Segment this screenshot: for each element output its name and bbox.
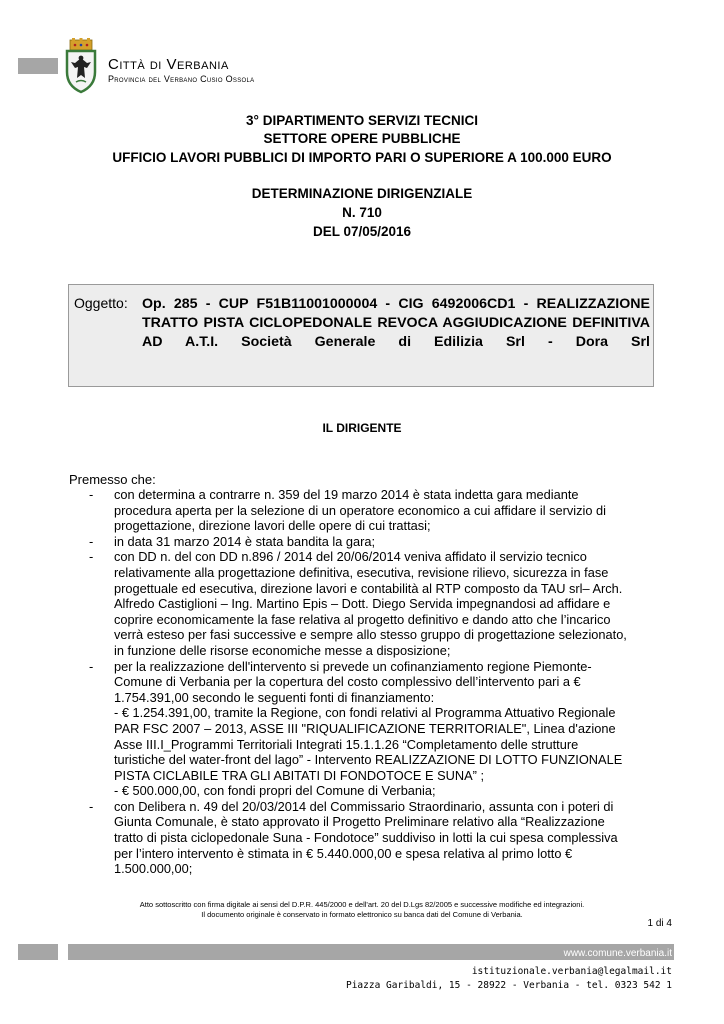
list-bullet: - [89, 658, 94, 674]
city-name: Città di Verbania [108, 56, 229, 73]
list-item [89, 799, 649, 877]
list-item-line: in funzione delle risorse economiche messe a disposizione; [114, 642, 451, 658]
list-bullet: - [89, 549, 94, 565]
list-item-line: Giunta Comunale, è stato approvato il Progetto Preliminare relativo alla “Realizzazione [114, 814, 605, 830]
list-item-line: con Delibera n. 49 del 20/03/2014 del Commissario Straordinario, assunta con i poteri di [114, 798, 614, 814]
list-item-line: con determina a contrarre n. 359 del 19 marzo 2014 è stata indetta gara mediante [114, 487, 579, 502]
header-left-bar [18, 58, 58, 74]
department-title: 3° DIPARTIMENTO SERVIZI TECNICI [246, 113, 478, 128]
list-item-line: - € 1.254.391,00, tramite la Regione, con fondi relativi al Programma Attuativo Regionale [114, 705, 616, 721]
province-name: Provincia del Verbano Cusio Ossola [108, 74, 255, 84]
footer-left-bar [18, 944, 58, 960]
list-item-line: PAR FSC 2007 – 2013, ASSE III "RIQUALIFICAZIONE TERRITORIALE", Linea d'azione [114, 720, 616, 736]
website-link[interactable]: www.comune.verbania.it [563, 948, 672, 959]
list-bullet: - [89, 487, 94, 502]
list-bullet: - [89, 533, 94, 549]
list-item-line: Asse III.I_Programmi Territoriali Integrati 15.1.1.26 “Completamento delle strutture [114, 736, 579, 752]
office-title: UFFICIO LAVORI PUBBLICI DI IMPORTO PARI O SUPERIORE A 100.000 EURO [112, 150, 612, 165]
subject-label: Oggetto: [74, 295, 128, 311]
list-item-line: turistiche del water-front del lago” - Intervento REALIZZAZIONE DI LOTTO FUNZIONALE [114, 752, 623, 768]
determination-title: DETERMINAZIONE DIRIGENZIALE [251, 186, 473, 201]
list-item [89, 549, 649, 658]
determination-date: DEL 07/05/2016 [312, 224, 412, 239]
list-item-line: verrà esteso per fasi successive e sempre allo stesso gruppo di progettazione selezionato, [114, 627, 627, 643]
list-item-line: - € 500.000,00, con fondi propri del Comune di Verbania; [114, 783, 436, 799]
list-item [89, 487, 649, 534]
dirigente-heading: IL DIRIGENTE [322, 421, 402, 435]
list-item-line: 1.754.391,00 secondo le seguenti fonti di finanziamento: [114, 689, 435, 705]
sector-title: SETTORE OPERE PUBBLICHE [263, 131, 461, 146]
premesso-intro: Premesso che: [69, 472, 156, 487]
list-item-line: con DD n. del con DD n.896 / 2014 del 20/06/2014 veniva affidato il servizio tecnico [114, 549, 587, 565]
list-item-line: progettuale ed esecutiva, direzione lavori e contabilità al RTP composto da TAU srl– Arch. [114, 580, 623, 596]
subject-box [68, 284, 654, 387]
list-item-line: progettazione, direzione lavori delle opere di cui trattasi; [114, 518, 431, 534]
email-link[interactable]: istituzionale.verbania@legalmail.it [471, 966, 672, 977]
signature-note-line: Il documento originale è conservato in formato elettronico su banca dati del Comune di Verbania. [201, 910, 523, 919]
list-item-line: Comune di Verbania per la copertura del costo complessivo dell’intervento pari a € [114, 674, 581, 690]
list-item-line: 1.500.000,00; [114, 861, 193, 877]
list-item-line: per la realizzazione dell'intervento si prevede un cofinanziamento regione Piemonte- [114, 658, 592, 674]
list-item-line: per l’intero intervento è stimata in € 5.440.000,00 e spesa relativa al primo lotto € [114, 845, 573, 861]
list-item-line: Alfredo Castiglioni – Ing. Martino Epis – Dott. Diego Servida impegnandosi ad affidare e [114, 596, 611, 612]
determination-number: N. 710 [342, 205, 382, 220]
list-item-line: coprire economicamente la fase relativa al progetto definitivo e dando atto che l’incarico [114, 611, 611, 627]
list-item-line: relativamente alla progettazione definitiva, esecutiva, revisione rilievo, sicurezza in fase [114, 564, 609, 580]
address-text: Piazza Garibaldi, 15 - 28922 - Verbania - tel. 0323 542 1 [345, 980, 672, 991]
list-item-line: procedura aperta per la selezione di un operatore economico a cui affidare il servizio di [114, 502, 607, 518]
signature-note [0, 900, 724, 920]
premise-list [89, 487, 649, 877]
signature-note-line: Atto sottoscritto con firma digitale ai sensi del D.P.R. 445/2000 e dell'art. 20 del D.Lgs 82/2005 e successive modifiche ed integrazioni. [139, 900, 585, 909]
list-bullet: - [89, 798, 94, 814]
list-item-line: tratto di pista ciclopedonale Suna - Fondotoce” suddiviso in lotti la cui spesa complessiva [114, 830, 618, 846]
subject-text: Op. 285 - CUP F51B11001000004 - CIG 6492006CD1 - REALIZZAZIONE TRATTO PISTA CICLOPEDONALE REVOCA AGGIUDICAZIONE DEFINITIVA AD A.T.I. Società Generale di Edilizia Srl - Dora Srl [142, 296, 650, 350]
list-item [89, 534, 649, 550]
list-item-line: PISTA CICLABILE TRA GLI ABITATI DI FONDOTOCE E SUNA” ; [114, 767, 485, 783]
city-crest-icon [62, 38, 100, 94]
list-item [89, 659, 649, 799]
list-item-line: in data 31 marzo 2014 è stata bandita la gara; [114, 533, 376, 549]
page-number: 1 di 4 [647, 918, 672, 929]
